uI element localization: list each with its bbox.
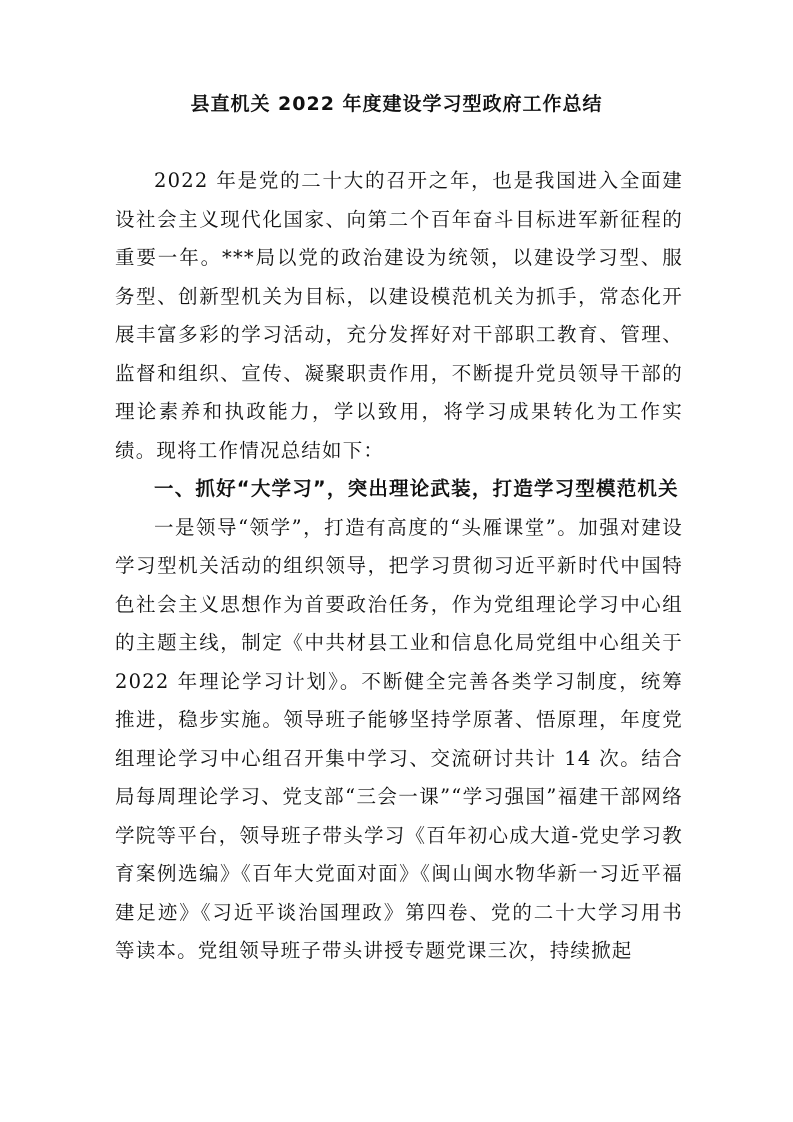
intro-paragraph: 2022 年是党的二十大的召开之年，也是我国进入全面建设社会主义现代化国家、向第二个百年奋斗目标进军新征程的重要一年。***局以党的政治建设为统领，以建设学习型、服务型、创新型机关为目标，以建设模范机关为抓手，常态化开展丰富多彩的学习活动，充分发挥好对干部职工教育、管理、监督和组织、宣传、凝聚职责作用，不断提升党员领导干部的理论素养和执政能力，学以致用，将学习成果转化为工作实绩。现将工作情况总结如下： bbox=[115, 169, 683, 462]
section-1-paragraph: 一是领导“领学”，打造有高度的“头雁课堂”。加强对建设学习型机关活动的组织领导，把学习贯彻习近平新时代中国特色社会主义思想作为首要政治任务，作为党组理论学习中心组的主题主线，制定《中共材县工业和信息化局党组中心组关于 2022 年理论学习计划》。不断健全完善各类学习制度，统筹推进，稳步实施。领导班子能够坚持学原著、悟原理，年度党组理论学习中心组召开集中学习、交流研讨共计 14 次。结合局每周理论学习、党支部“三会一课”“学习强国”福建干部网络学院等平台，领导班子带头学习《百年初心成大道-党史学习教育案例选编》《百年大党面对面》《闽山闽水物华新一习近平福建足迹》《习近平谈治国理政》第四卷、党的二十大学习用书等读本。党组领导班子带头讲授专题党课三次，持续掀起 bbox=[115, 515, 683, 962]
document-title: 县直机关 2022 年度建设学习型政府工作总结 bbox=[190, 93, 603, 115]
document-body bbox=[115, 162, 683, 971]
section-1-heading: 一、抓好“大学习”，突出理论武装，打造学习型模范机关 bbox=[154, 477, 679, 500]
